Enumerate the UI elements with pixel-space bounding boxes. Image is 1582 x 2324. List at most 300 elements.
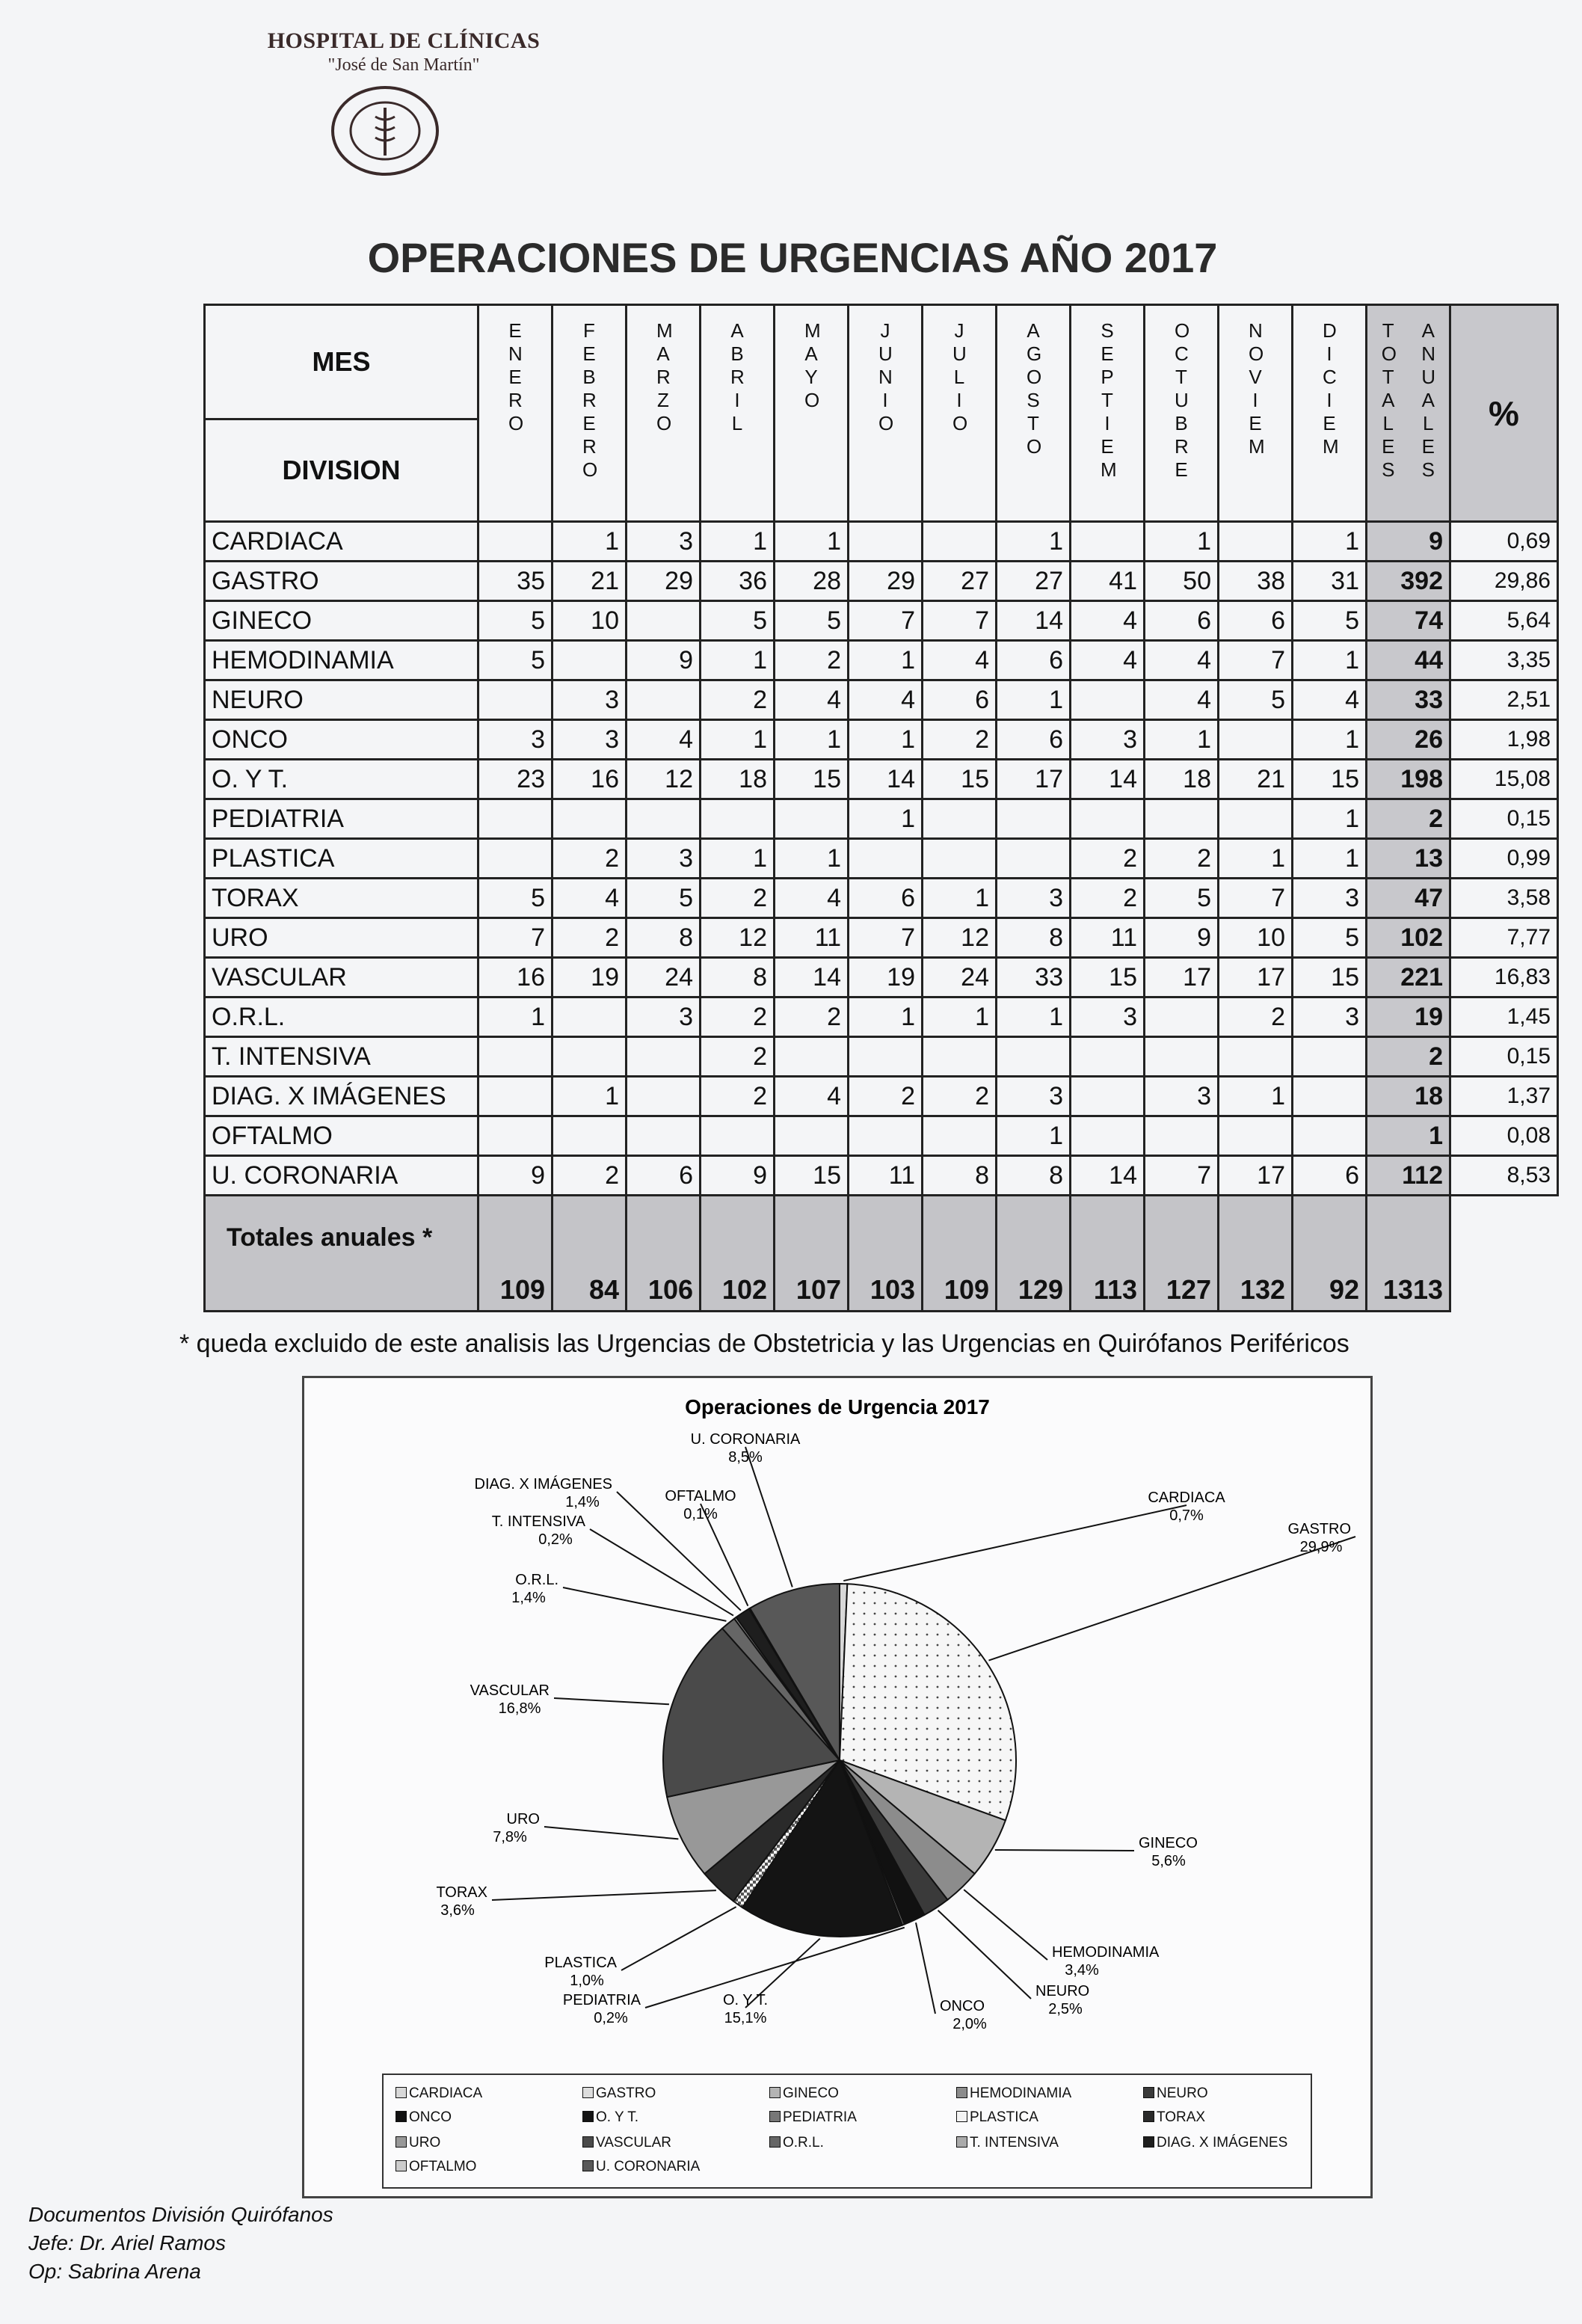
month-value-cell: 18: [1145, 760, 1219, 799]
month-value-cell: 8: [997, 1156, 1071, 1196]
month-value-cell: [923, 1116, 997, 1156]
legend-swatch: [582, 2160, 594, 2171]
month-value-cell: 1: [1293, 720, 1367, 760]
month-value-cell: 11: [775, 918, 849, 958]
legend-item: [1143, 2135, 1287, 2151]
division-name-cell: O.R.L.: [205, 997, 478, 1037]
month-value-cell: 15: [1293, 760, 1367, 799]
division-total-cell: 19: [1367, 997, 1450, 1037]
month-value-cell: 6: [627, 1156, 701, 1196]
legend-item: [582, 2135, 671, 2151]
month-value-cell: 50: [1145, 562, 1219, 601]
month-value-cell: 1: [849, 799, 923, 839]
month-value-cell: [627, 1077, 701, 1116]
slice-label: OFTALMO: [665, 1488, 736, 1504]
month-header: ABRIL: [701, 305, 775, 522]
table-row: [205, 918, 1558, 958]
slice-percent-label: 16,8%: [498, 1700, 541, 1717]
month-value-cell: 4: [553, 879, 627, 918]
month-value-cell: 4: [849, 680, 923, 720]
month-value-cell: 12: [627, 760, 701, 799]
month-value-cell: 14: [1071, 1156, 1145, 1196]
division-total-cell: 13: [1367, 839, 1450, 879]
month-value-cell: 14: [775, 958, 849, 997]
month-value-cell: 4: [1145, 680, 1219, 720]
division-total-cell: 26: [1367, 720, 1450, 760]
division-total-cell: 102: [1367, 918, 1450, 958]
legend-item: [1143, 2085, 1208, 2102]
leader-line: [964, 1890, 1047, 1960]
month-total-cell: 84: [553, 1196, 627, 1312]
division-percent-cell: 3,58: [1450, 879, 1558, 918]
month-value-cell: [1219, 1116, 1293, 1156]
division-total-cell: 33: [1367, 680, 1450, 720]
month-value-cell: 2: [553, 839, 627, 879]
month-value-cell: 4: [775, 1077, 849, 1116]
division-percent-cell: 0,69: [1450, 522, 1558, 562]
month-value-cell: 4: [775, 879, 849, 918]
division-total-cell: 112: [1367, 1156, 1450, 1196]
month-value-cell: 6: [997, 720, 1071, 760]
pie-chart: [304, 1378, 1370, 2066]
month-value-cell: 29: [627, 562, 701, 601]
month-value-cell: [627, 1116, 701, 1156]
month-value-cell: [1293, 1037, 1367, 1077]
month-total-cell: 109: [478, 1196, 553, 1312]
division-total-cell: 44: [1367, 641, 1450, 680]
hospital-seal-logo: [329, 84, 441, 178]
legend-label: OFTALMO: [409, 2159, 477, 2174]
month-value-cell: [1219, 1037, 1293, 1077]
slice-percent-label: 1,0%: [570, 1973, 604, 1989]
month-value-cell: 1: [1219, 839, 1293, 879]
month-value-cell: 6: [1293, 1156, 1367, 1196]
division-total-cell: 221: [1367, 958, 1450, 997]
slice-percent-label: 8,5%: [728, 1449, 763, 1466]
month-value-cell: [478, 522, 553, 562]
month-value-cell: [1145, 799, 1219, 839]
month-value-cell: 3: [627, 997, 701, 1037]
slice-label: O. Y T.: [722, 1992, 769, 2008]
table-row: [205, 760, 1558, 799]
legend-swatch: [956, 2087, 967, 2098]
table-row: [205, 601, 1558, 641]
month-value-cell: 14: [1071, 760, 1145, 799]
slice-percent-label: 0,1%: [683, 1506, 718, 1522]
month-total-cell: 113: [1071, 1196, 1145, 1312]
division-name-cell: OFTALMO: [205, 1116, 478, 1156]
division-total-cell: 74: [1367, 601, 1450, 641]
table-row: [205, 879, 1558, 918]
month-value-cell: 2: [1145, 839, 1219, 879]
month-value-cell: 4: [1071, 641, 1145, 680]
table-row: [205, 1156, 1558, 1196]
table-row: [205, 1077, 1558, 1116]
month-value-cell: [849, 1116, 923, 1156]
legend-swatch: [1143, 2136, 1154, 2148]
footnote: * queda excluido de este analisis las Urgencias de Obstetricia y las Urgencias en Quirófanos Periféricos: [179, 1329, 1349, 1358]
division-total-cell: 2: [1367, 1037, 1450, 1077]
division-name-cell: URO: [205, 918, 478, 958]
month-value-cell: 3: [1071, 997, 1145, 1037]
month-value-cell: [627, 601, 701, 641]
leader-line: [621, 1907, 736, 1970]
month-value-cell: 16: [553, 760, 627, 799]
month-value-cell: 2: [701, 879, 775, 918]
month-value-cell: 5: [701, 601, 775, 641]
legend-item: [1143, 2109, 1205, 2126]
slice-percent-label: 0,7%: [1169, 1507, 1204, 1524]
month-value-cell: 15: [1293, 958, 1367, 997]
division-percent-cell: 1,45: [1450, 997, 1558, 1037]
division-total-cell: 392: [1367, 562, 1450, 601]
legend-label: O.R.L.: [783, 2135, 824, 2151]
month-value-cell: 29: [849, 562, 923, 601]
legend-item: [396, 2085, 482, 2102]
month-value-cell: [775, 799, 849, 839]
month-value-cell: 3: [1293, 879, 1367, 918]
month-value-cell: 5: [478, 641, 553, 680]
month-value-cell: 9: [701, 1156, 775, 1196]
month-value-cell: [553, 1116, 627, 1156]
table-row: [205, 680, 1558, 720]
division-total-cell: 9: [1367, 522, 1450, 562]
month-value-cell: 4: [923, 641, 997, 680]
month-value-cell: [923, 522, 997, 562]
slice-label: NEURO: [1035, 1983, 1090, 1999]
leader-line: [995, 1850, 1134, 1851]
division-percent-cell: 5,64: [1450, 601, 1558, 641]
month-value-cell: [478, 1077, 553, 1116]
leader-line: [554, 1698, 669, 1704]
month-total-cell: 129: [997, 1196, 1071, 1312]
legend-label: GASTRO: [596, 2085, 656, 2101]
division-total-cell: 2: [1367, 799, 1450, 839]
month-value-cell: [627, 680, 701, 720]
division-name-cell: VASCULAR: [205, 958, 478, 997]
legend-swatch: [769, 2136, 781, 2148]
slice-label: HEMODINAMIA: [1052, 1944, 1160, 1961]
month-value-cell: [701, 1116, 775, 1156]
month-value-cell: 1: [701, 522, 775, 562]
mes-header: MES: [205, 305, 478, 419]
month-value-cell: 4: [1071, 601, 1145, 641]
month-value-cell: 7: [1145, 1156, 1219, 1196]
division-percent-cell: 16,83: [1450, 958, 1558, 997]
legend-item: [956, 2109, 1038, 2126]
month-value-cell: 1: [1293, 641, 1367, 680]
month-value-cell: 4: [1145, 641, 1219, 680]
month-value-cell: [1293, 1077, 1367, 1116]
division-percent-cell: 2,51: [1450, 680, 1558, 720]
legend-item: [582, 2159, 700, 2175]
month-value-cell: 12: [701, 918, 775, 958]
month-value-cell: 11: [849, 1156, 923, 1196]
division-percent-cell: 0,15: [1450, 799, 1558, 839]
month-value-cell: 14: [997, 601, 1071, 641]
month-value-cell: 1: [849, 720, 923, 760]
month-value-cell: 7: [849, 601, 923, 641]
month-total-cell: 102: [701, 1196, 775, 1312]
operations-table: [203, 304, 1559, 1312]
legend-swatch: [769, 2087, 781, 2098]
division-name-cell: T. INTENSIVA: [205, 1037, 478, 1077]
division-name-cell: DIAG. X IMÁGENES: [205, 1077, 478, 1116]
legend-swatch: [396, 2160, 407, 2171]
grand-total-cell: 1313: [1367, 1196, 1450, 1312]
month-total-cell: 107: [775, 1196, 849, 1312]
slice-label: ONCO: [940, 1998, 985, 2014]
table-row: [205, 997, 1558, 1037]
month-value-cell: 3: [1071, 720, 1145, 760]
month-value-cell: 1: [997, 522, 1071, 562]
month-header: JULIO: [923, 305, 997, 522]
leader-line: [563, 1587, 726, 1621]
legend-label: TORAX: [1157, 2109, 1206, 2125]
month-value-cell: 3: [997, 879, 1071, 918]
slice-label: CARDIACA: [1148, 1490, 1225, 1506]
month-value-cell: [553, 799, 627, 839]
legend-swatch: [769, 2111, 781, 2122]
division-percent-cell: 0,99: [1450, 839, 1558, 879]
month-value-cell: [1219, 799, 1293, 839]
month-value-cell: [701, 799, 775, 839]
month-header: DICIEM: [1293, 305, 1367, 522]
month-value-cell: 3: [553, 680, 627, 720]
month-value-cell: 2: [701, 680, 775, 720]
legend-swatch: [956, 2136, 967, 2148]
month-value-cell: 1: [701, 720, 775, 760]
legend-item: [769, 2109, 857, 2126]
month-value-cell: 5: [478, 879, 553, 918]
legend-swatch: [396, 2111, 407, 2122]
month-value-cell: 5: [478, 601, 553, 641]
slice-percent-label: 1,4%: [565, 1494, 600, 1510]
month-value-cell: 36: [701, 562, 775, 601]
month-value-cell: 21: [553, 562, 627, 601]
legend-swatch: [582, 2111, 594, 2122]
month-value-cell: 2: [1071, 839, 1145, 879]
month-value-cell: 2: [553, 1156, 627, 1196]
division-percent-cell: 7,77: [1450, 918, 1558, 958]
division-name-cell: GINECO: [205, 601, 478, 641]
totals-label: Totales anuales *: [205, 1196, 478, 1312]
legend-swatch: [1143, 2087, 1154, 2098]
month-value-cell: 27: [997, 562, 1071, 601]
month-value-cell: [923, 799, 997, 839]
month-value-cell: 17: [997, 760, 1071, 799]
slice-label: PLASTICA: [544, 1955, 617, 1971]
month-total-cell: 127: [1145, 1196, 1219, 1312]
month-value-cell: [923, 839, 997, 879]
slice-percent-label: 0,2%: [538, 1531, 573, 1548]
month-value-cell: [627, 1037, 701, 1077]
totals-row: [205, 1196, 1558, 1312]
month-value-cell: [1071, 1037, 1145, 1077]
month-value-cell: 2: [701, 1077, 775, 1116]
month-value-cell: 1: [997, 680, 1071, 720]
month-value-cell: [849, 1037, 923, 1077]
division-total-cell: 1: [1367, 1116, 1450, 1156]
legend-label: DIAG. X IMÁGENES: [1157, 2135, 1288, 2151]
legend-swatch: [582, 2087, 594, 2098]
month-value-cell: 5: [775, 601, 849, 641]
division-percent-cell: 8,53: [1450, 1156, 1558, 1196]
month-value-cell: 1: [1293, 839, 1367, 879]
month-value-cell: 6: [997, 641, 1071, 680]
month-value-cell: [997, 839, 1071, 879]
month-value-cell: 1: [923, 997, 997, 1037]
legend-label: T. INTENSIVA: [970, 2135, 1059, 2151]
legend-label: PEDIATRIA: [783, 2109, 857, 2125]
legend-label: U. CORONARIA: [596, 2159, 701, 2174]
month-value-cell: [478, 1116, 553, 1156]
month-header: FEBRERO: [553, 305, 627, 522]
division-percent-cell: 1,37: [1450, 1077, 1558, 1116]
month-value-cell: 7: [923, 601, 997, 641]
month-value-cell: 1: [923, 879, 997, 918]
division-name-cell: PLASTICA: [205, 839, 478, 879]
table-row: [205, 1116, 1558, 1156]
month-value-cell: [478, 1037, 553, 1077]
month-value-cell: 1: [775, 839, 849, 879]
legend-item: [582, 2085, 656, 2102]
table-row: [205, 839, 1558, 879]
slice-label: O.R.L.: [515, 1572, 558, 1588]
month-value-cell: [1071, 1116, 1145, 1156]
month-value-cell: [997, 799, 1071, 839]
month-header: MAYO: [775, 305, 849, 522]
month-value-cell: 16: [478, 958, 553, 997]
month-value-cell: 1: [849, 997, 923, 1037]
slice-percent-label: 7,8%: [493, 1829, 527, 1845]
month-value-cell: 1: [701, 641, 775, 680]
month-value-cell: 5: [1293, 918, 1367, 958]
hospital-name: HOSPITAL DE CLÍNICAS: [267, 28, 541, 53]
slice-label: TORAX: [436, 1884, 487, 1901]
month-value-cell: 15: [775, 1156, 849, 1196]
month-value-cell: 15: [775, 760, 849, 799]
blank-cell: [1450, 1196, 1558, 1312]
slice-label: URO: [506, 1811, 540, 1827]
month-value-cell: [1145, 1037, 1219, 1077]
legend-label: VASCULAR: [596, 2135, 672, 2151]
month-value-cell: 1: [775, 522, 849, 562]
table-row: [205, 522, 1558, 562]
division-percent-cell: 15,08: [1450, 760, 1558, 799]
slice-percent-label: 3,4%: [1065, 1962, 1099, 1979]
division-name-cell: O. Y T.: [205, 760, 478, 799]
table-row: [205, 641, 1558, 680]
slice-percent-label: 2,5%: [1048, 2001, 1083, 2017]
month-value-cell: 1: [553, 522, 627, 562]
legend-label: URO: [409, 2135, 441, 2151]
slice-label: GINECO: [1139, 1835, 1198, 1851]
month-value-cell: 8: [627, 918, 701, 958]
leader-line: [916, 1922, 935, 2014]
month-value-cell: 38: [1219, 562, 1293, 601]
month-value-cell: 7: [1219, 641, 1293, 680]
month-value-cell: 7: [478, 918, 553, 958]
slice-label: PEDIATRIA: [562, 1992, 641, 2008]
month-value-cell: [1071, 799, 1145, 839]
table-row: [205, 720, 1558, 760]
month-value-cell: 27: [923, 562, 997, 601]
month-value-cell: 6: [1219, 601, 1293, 641]
month-value-cell: 3: [1145, 1077, 1219, 1116]
month-value-cell: [1219, 522, 1293, 562]
month-header: MARZO: [627, 305, 701, 522]
month-value-cell: [997, 1037, 1071, 1077]
footer-department: Documentos División Quirófanos: [28, 2203, 333, 2226]
division-name-cell: U. CORONARIA: [205, 1156, 478, 1196]
month-value-cell: 28: [775, 562, 849, 601]
month-total-cell: 132: [1219, 1196, 1293, 1312]
month-value-cell: 9: [478, 1156, 553, 1196]
month-value-cell: 4: [775, 680, 849, 720]
month-value-cell: 1: [1145, 522, 1219, 562]
slice-percent-label: 15,1%: [724, 2010, 767, 2026]
month-value-cell: 8: [997, 918, 1071, 958]
month-value-cell: 17: [1219, 1156, 1293, 1196]
legend-label: PLASTICA: [970, 2109, 1038, 2125]
division-name-cell: CARDIACA: [205, 522, 478, 562]
month-value-cell: 2: [775, 641, 849, 680]
month-value-cell: [478, 839, 553, 879]
month-value-cell: 1: [1145, 720, 1219, 760]
month-value-cell: 1: [1293, 522, 1367, 562]
slice-percent-label: 0,2%: [594, 2010, 628, 2026]
month-value-cell: 3: [553, 720, 627, 760]
table-row: [205, 799, 1558, 839]
slice-percent-label: 5,6%: [1151, 1853, 1186, 1869]
month-value-cell: 15: [923, 760, 997, 799]
month-header: JUNIO: [849, 305, 923, 522]
month-value-cell: 1: [701, 839, 775, 879]
month-value-cell: 1: [478, 997, 553, 1037]
legend-swatch: [956, 2111, 967, 2122]
month-value-cell: [1071, 522, 1145, 562]
month-value-cell: 3: [997, 1077, 1071, 1116]
slice-label: DIAG. X IMÁGENES: [474, 1476, 612, 1493]
month-value-cell: 2: [701, 997, 775, 1037]
month-value-cell: [1071, 680, 1145, 720]
division-percent-cell: 0,08: [1450, 1116, 1558, 1156]
month-value-cell: 1: [997, 997, 1071, 1037]
month-value-cell: 1: [1293, 799, 1367, 839]
division-total-cell: 198: [1367, 760, 1450, 799]
month-value-cell: 6: [923, 680, 997, 720]
division-name-cell: ONCO: [205, 720, 478, 760]
month-value-cell: 19: [553, 958, 627, 997]
slice-label: GASTRO: [1287, 1521, 1351, 1537]
month-value-cell: 18: [701, 760, 775, 799]
month-value-cell: 24: [923, 958, 997, 997]
slice-label: U. CORONARIA: [690, 1431, 801, 1448]
month-value-cell: 35: [478, 562, 553, 601]
month-header: AGOSTO: [997, 305, 1071, 522]
table-row: [205, 958, 1558, 997]
month-value-cell: [1219, 720, 1293, 760]
month-value-cell: 31: [1293, 562, 1367, 601]
month-value-cell: [553, 641, 627, 680]
legend-item: [396, 2159, 476, 2175]
leader-line: [843, 1505, 1186, 1581]
month-value-cell: 2: [1219, 997, 1293, 1037]
month-value-cell: 4: [1293, 680, 1367, 720]
leader-line: [544, 1827, 678, 1839]
chart-legend: [382, 2074, 1312, 2189]
